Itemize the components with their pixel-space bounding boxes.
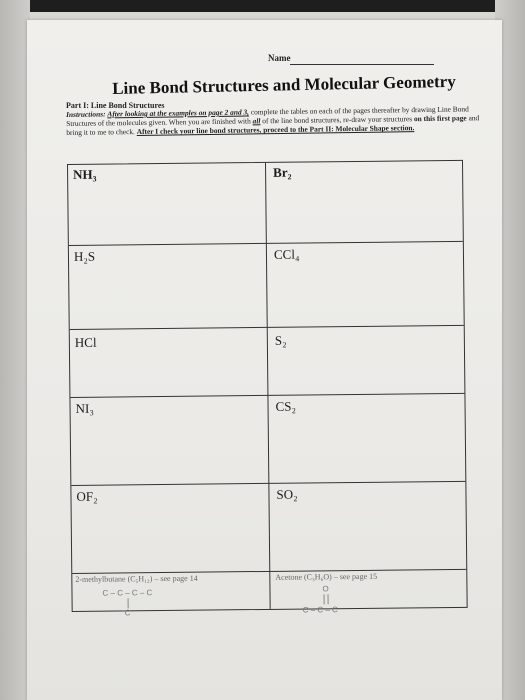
photo-left-margin: [0, 0, 30, 700]
cell-ccl4: CCl₄: [273, 246, 300, 262]
instructions-paragraph: [66, 104, 484, 137]
instructions-all: all: [252, 116, 261, 126]
acetone-oxygen: O: [322, 584, 329, 594]
acetone-double-bond: [324, 594, 329, 604]
cell-hcl: HCl: [74, 334, 97, 350]
page-title: Line Bond Structures and Molecular Geometry: [112, 71, 456, 98]
cell-acetone: Acetone (C₃H₆O) – see page 15: [275, 571, 378, 582]
part-heading: Part I: Line Bond Structures: [66, 101, 165, 110]
cell-of2: OF₂: [76, 488, 98, 504]
instructions-text-1: complete the tables on each of the pages thereafter by drawing Line Bond Structures of the molecules given. When you are finished with: [66, 104, 469, 129]
instructions-bold: on this first page: [413, 113, 467, 124]
instructions-italic: After looking at the examples on page 2 and 3,: [107, 107, 250, 119]
name-underline: [290, 64, 434, 65]
molecule-table: [67, 160, 468, 618]
instructions-text-3: and bring it to me to check.: [66, 113, 480, 138]
cell-so2: SO₂: [276, 486, 298, 502]
instructions-text-2: of the line bond structures, re-draw your structures: [260, 114, 414, 126]
methylbutane-branch-bond: [128, 598, 129, 608]
table-divider-vertical: [265, 163, 271, 609]
cell-ni3: NI₃: [75, 400, 94, 416]
instructions-underline: After I check your line bond structures, proceed to the Part II: Molecular Shape section.: [136, 123, 415, 137]
name-label: Name: [268, 53, 291, 63]
cell-2-methylbutane: 2-methylbutane (C₅H₁₂) – see page 14: [75, 573, 198, 584]
name-field: [268, 53, 438, 63]
cell-s2: S₂: [274, 332, 287, 348]
acetone-chain: C – C – C: [302, 605, 338, 615]
cell-h2s: H₂S: [73, 248, 96, 264]
instructions-label: Instructions:: [66, 109, 106, 119]
methylbutane-chain: C – C – C – C: [102, 588, 153, 598]
cell-br2: Br₂: [273, 164, 292, 180]
cell-nh3: NH₃: [73, 166, 97, 182]
photo-dark-edge: [0, 0, 525, 12]
methylbutane-branch: C: [124, 608, 131, 618]
cell-cs2: CS₂: [275, 398, 297, 414]
